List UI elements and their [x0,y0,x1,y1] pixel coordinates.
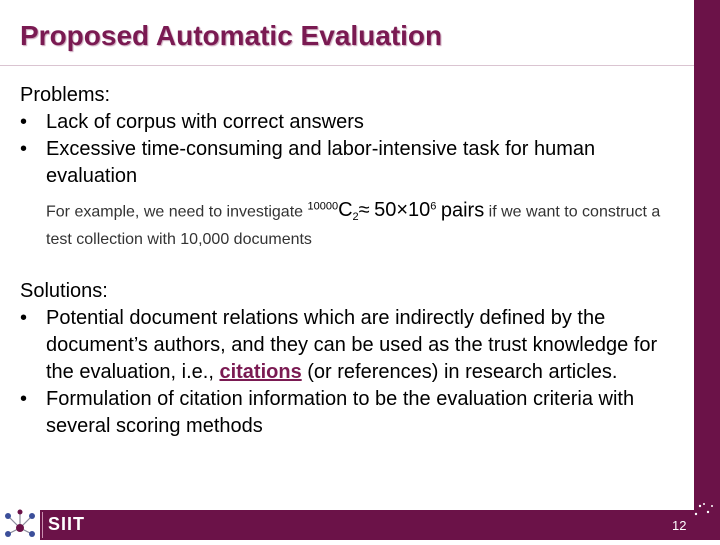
formula-subscript: 2 [352,211,359,224]
formula-base: C [338,199,353,222]
pairs-word: pairs [440,199,485,222]
value-exponent: 6 [430,201,437,213]
bullet-icon: • [20,111,28,133]
times-sign: × [396,199,409,222]
approx-sign: ≈ [358,199,370,222]
slide-body [20,82,680,440]
bullet-text: Excessive time-consuming and labor-intensive task for human evaluation [46,138,596,187]
footer-bar [0,510,720,540]
corner-dots-icon [690,500,720,540]
combination-formula [307,199,437,224]
solutions-list [20,305,680,440]
list-item [20,386,680,440]
bullet-icon: • [20,306,28,329]
problems-list [20,109,680,190]
page-number: 12 [672,518,687,533]
value-mantissa: 50 [374,199,397,222]
bullet-icon: • [20,138,28,160]
title-divider [0,65,694,66]
citations-keyword: citations [219,360,302,383]
example-suffix: if we want to construct a test collection with 10,000 documents [46,203,661,248]
example-note [46,196,680,251]
list-item [20,136,680,190]
value-base: 10 [408,199,431,222]
footer-divider [42,512,43,538]
slide-title: Proposed Automatic Evaluation [20,20,443,51]
bullet-text: Formulation of citation information to be the evaluation criteria with several scoring methods [46,387,635,437]
right-accent-bar [694,0,720,540]
example-prefix: For example, we need to investigate [46,203,304,221]
solutions-heading: Solutions: [20,279,108,302]
problems-heading: Problems: [20,84,111,106]
bullet-text: Potential document relations which are indirectly defined by the document’s authors, and they can be used as the trust knowledge for the evaluation, i.e., [46,306,658,383]
siit-logo-icon [0,506,40,540]
logo-text: SIIT [48,514,86,534]
bullet-text: Lack of corpus with correct answers [46,111,364,133]
bullet-icon: • [20,387,28,410]
bullet-text-cont: (or references) in research articles. [307,360,618,383]
list-item [20,109,680,136]
formula-superscript: 10000 [307,201,339,213]
list-item [20,305,680,386]
